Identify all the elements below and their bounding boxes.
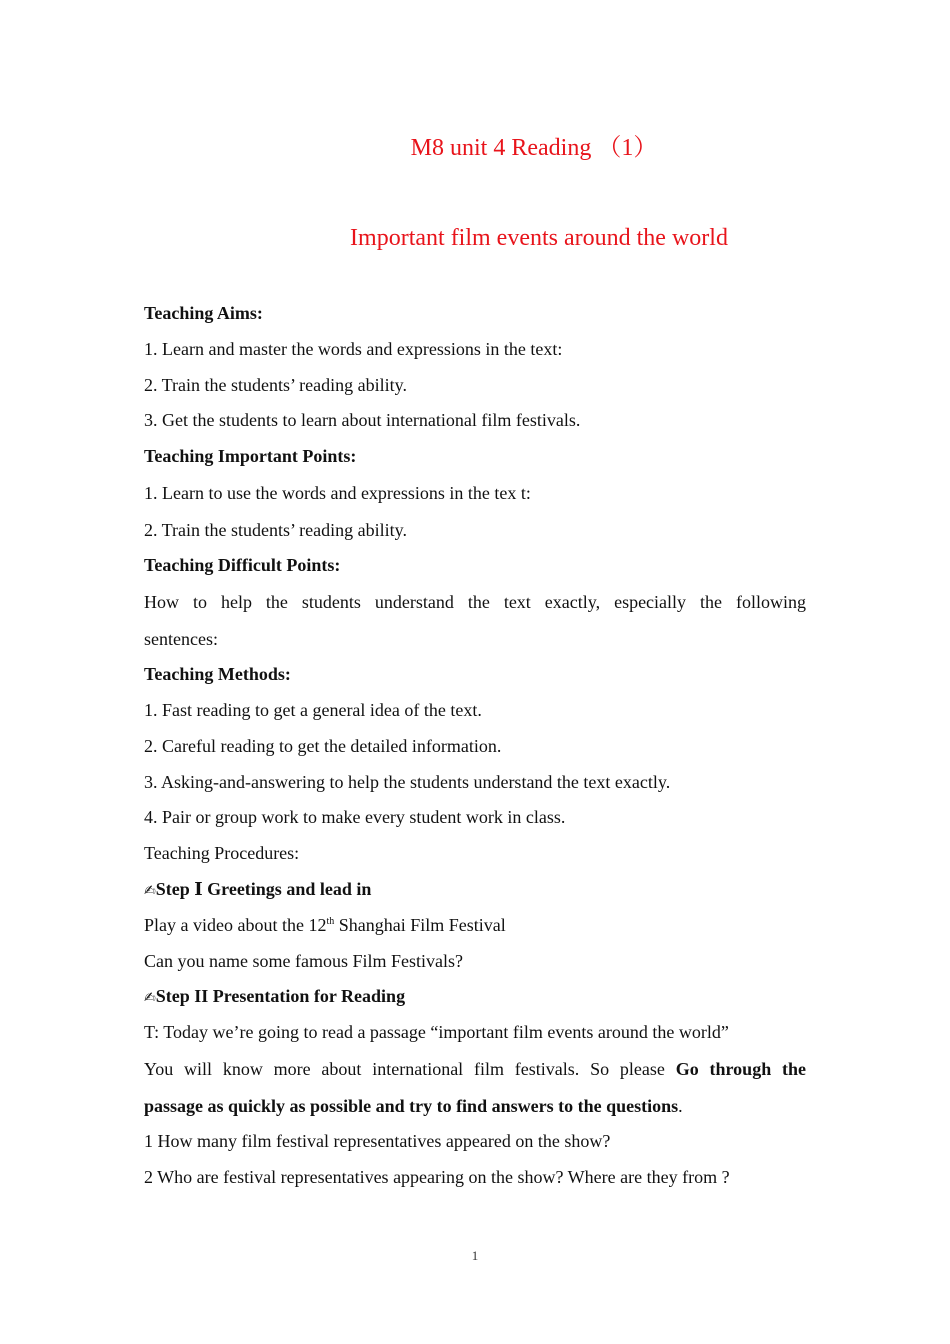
document-title: M8 unit 4 Reading （1）: [410, 135, 658, 161]
aims-heading: Teaching Aims:: [144, 303, 263, 323]
page-number: 1: [471, 1248, 479, 1263]
reading-question: 1 How many film festival representatives appeared on the show?: [144, 1131, 611, 1152]
step2-heading: [144, 979, 806, 1015]
ordinal-suffix: th: [326, 915, 335, 927]
reading-question: 2 Who are festival representatives appearing on the show? Where are they from ?: [144, 1166, 730, 1187]
passage-instruction-end: .: [678, 1095, 683, 1116]
step1-video-line: [144, 908, 806, 944]
important-point-item: 1. Learn to use the words and expressions in the tex t:: [144, 482, 531, 503]
passage-instruction-bold: passage as quickly as possible and try to find answers to the questions: [144, 1095, 679, 1116]
aim-item: 2. Train the students’ reading ability.: [144, 374, 407, 395]
writing-hand-icon: ✍: [144, 882, 156, 899]
step1-heading: [144, 872, 806, 908]
video-text-after: Shanghai Film Festival: [334, 914, 506, 935]
difficult-points-heading: Teaching Difficult Points:: [144, 555, 341, 576]
teacher-line: T: Today we’re going to read a passage “important film events around the world”: [144, 1022, 729, 1043]
know-more-line: [144, 1051, 806, 1088]
method-item: 2. Careful reading to get the detailed information.: [144, 735, 502, 756]
know-more-bold: Go through the: [675, 1058, 807, 1079]
method-item: 3. Asking-and-answering to help the students understand the text exactly.: [144, 771, 671, 792]
aim-item: 3. Get the students to learn about international film festivals.: [144, 410, 581, 431]
important-points-heading: Teaching Important Points:: [144, 446, 357, 467]
document-body: [144, 296, 806, 1196]
method-item: 1. Fast reading to get a general idea of the text.: [144, 699, 482, 720]
step1-heading-text: Step Ⅰ Greetings and lead in: [155, 878, 372, 899]
difficult-point-text: How to help the students understand the text exactly, especially the following: [144, 591, 806, 612]
video-text-before: Play a video about the 12: [144, 914, 327, 935]
passage-instruction-line: [144, 1088, 806, 1125]
methods-heading: Teaching Methods:: [144, 664, 291, 685]
aim-item: 1. Learn and master the words and expressions in the text:: [144, 338, 563, 359]
method-item: 4. Pair or group work to make every student work in class.: [144, 807, 566, 828]
procedures-heading: Teaching Procedures:: [144, 843, 300, 864]
know-more-text: You will know more about international film festivals. So please: [144, 1058, 676, 1079]
step1-question: Can you name some famous Film Festivals?: [144, 950, 463, 971]
document-subtitle: Important film events around the world: [350, 225, 728, 251]
difficult-point-text-cont: sentences:: [144, 628, 218, 649]
important-point-item: 2. Train the students’ reading ability.: [144, 519, 407, 540]
writing-hand-icon: ✍: [144, 990, 156, 1007]
step2-heading-text: Step II Presentation for Reading: [155, 986, 406, 1007]
